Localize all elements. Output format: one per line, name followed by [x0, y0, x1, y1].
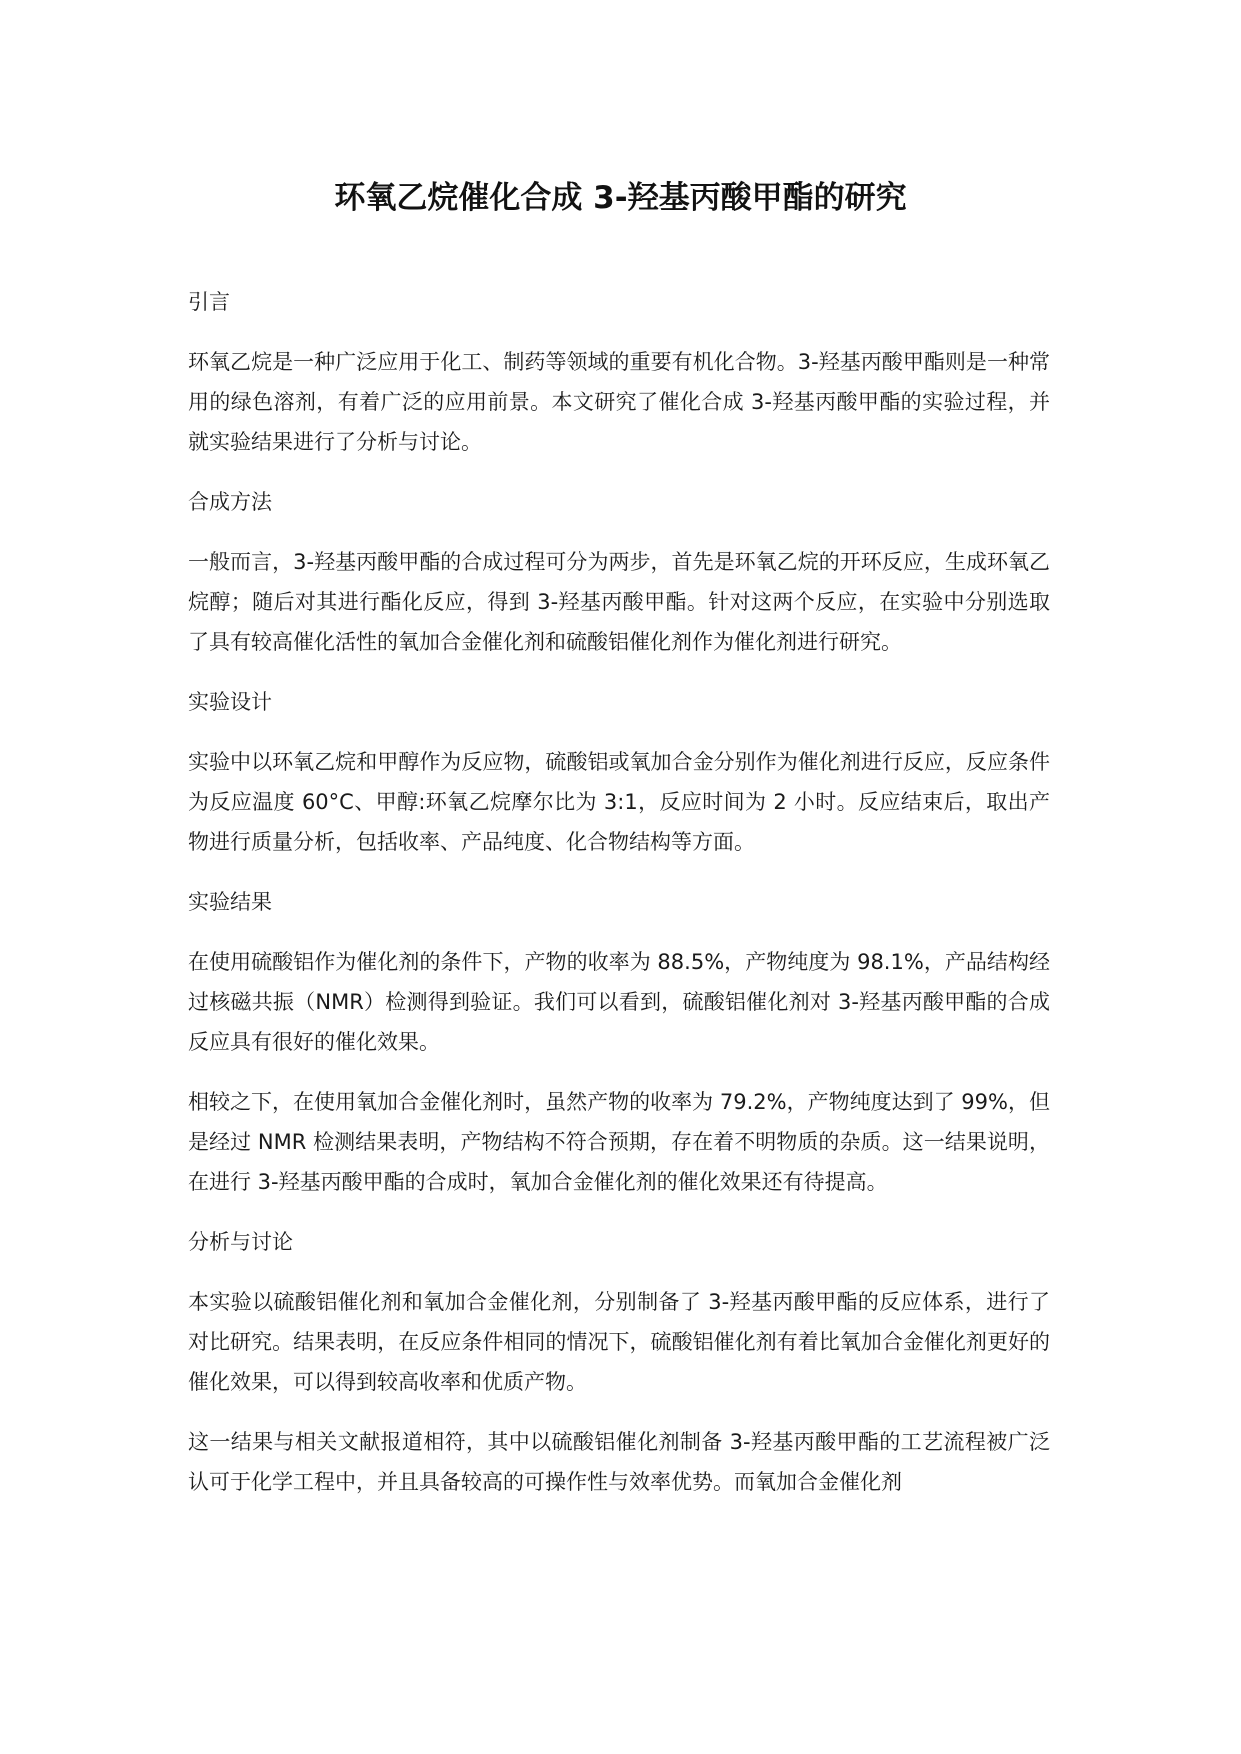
- section-heading-results: 实验结果: [188, 890, 272, 914]
- section-heading-synthesis-method: 合成方法: [188, 490, 272, 514]
- section-heading-experiment-design: 实验设计: [188, 690, 272, 714]
- paragraph-synthesis-method: 一般而言，3-羟基丙酸甲酯的合成过程可分为两步，首先是环氧乙烷的开环反应，生成环氧乙烷醇；随后对其进行酯化反应，得到 3-羟基丙酸甲酯。针对这两个反应，在实验中分别选取了具有较高催化活性的氧加合金催化剂和硫酸铝催化剂作为催化剂进行研究。: [188, 550, 1050, 654]
- document-title: 环氧乙烷催化合成 3-羟基丙酸甲酯的研究: [334, 180, 907, 216]
- section-heading-intro: 引言: [188, 290, 230, 314]
- paragraph-experiment-design: 实验中以环氧乙烷和甲醇作为反应物，硫酸铝或氧加合金分别作为催化剂进行反应，反应条件为反应温度 60°C、甲醇:环氧乙烷摩尔比为 3:1，反应时间为 2 小时。反应结束后，取出产物进行质量分析，包括收率、产品纯度、化合物结构等方面。: [188, 750, 1050, 854]
- paragraph-intro: 环氧乙烷是一种广泛应用于化工、制药等领域的重要有机化合物。3-羟基丙酸甲酯则是一种常用的绿色溶剂，有着广泛的应用前景。本文研究了催化合成 3-羟基丙酸甲酯的实验过程，并就实验结果进行了分析与讨论。: [188, 350, 1050, 454]
- document-body: [188, 282, 1050, 1522]
- section-heading-discussion: 分析与讨论: [188, 1230, 293, 1254]
- paragraph-discussion-literature: 这一结果与相关文献报道相符，其中以硫酸铝催化剂制备 3-羟基丙酸甲酯的工艺流程被广泛认可于化学工程中，并且具备较高的可操作性与效率优势。而氧加合金催化剂: [188, 1430, 1050, 1494]
- paragraph-results-aluminum-sulfate: 在使用硫酸铝作为催化剂的条件下，产物的收率为 88.5%，产物纯度为 98.1%，产品结构经过核磁共振（NMR）检测得到验证。我们可以看到，硫酸铝催化剂对 3-羟基丙酸甲酯的合成反应具有很好的催化效果。: [188, 950, 1050, 1054]
- paragraph-discussion-comparison: 本实验以硫酸铝催化剂和氧加合金催化剂，分别制备了 3-羟基丙酸甲酯的反应体系，进行了对比研究。结果表明，在反应条件相同的情况下，硫酸铝催化剂有着比氧加合金催化剂更好的催化效果，可以得到较高收率和优质产物。: [188, 1290, 1050, 1394]
- paragraph-results-alloy-catalyst: 相较之下，在使用氧加合金催化剂时，虽然产物的收率为 79.2%，产物纯度达到了 99%，但是经过 NMR 检测结果表明，产物结构不符合预期，存在着不明物质的杂质。这一结果说明，在进行 3-羟基丙酸甲酯的合成时，氧加合金催化剂的催化效果还有待提高。: [188, 1090, 1050, 1194]
